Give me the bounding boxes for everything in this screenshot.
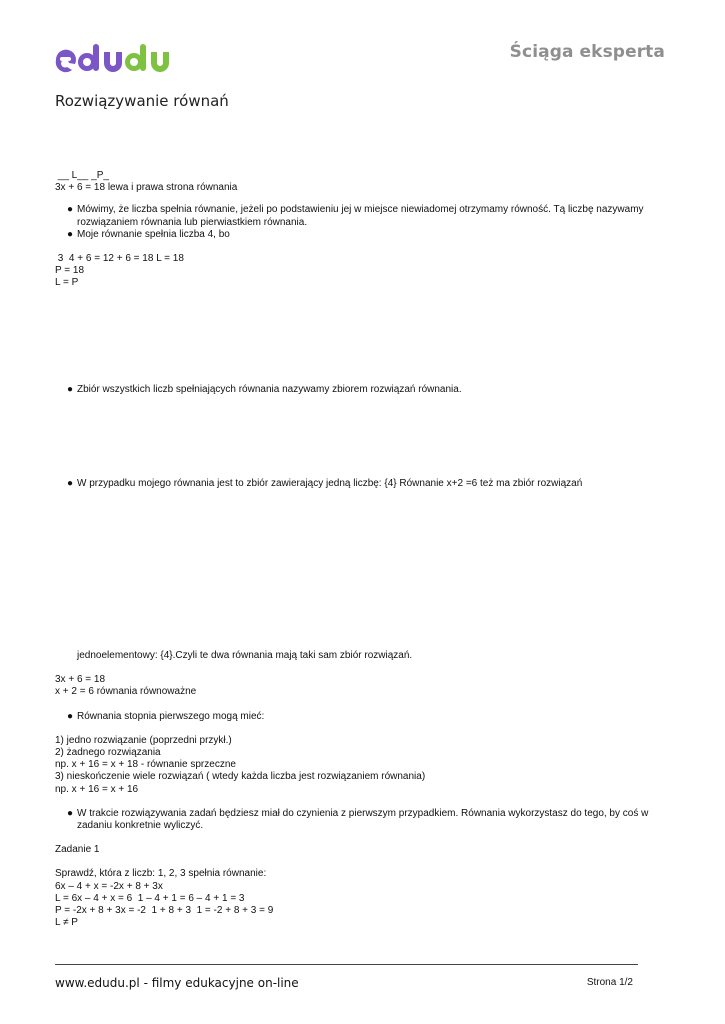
- text-line: P = -2x + 8 + 3x = -2 1 + 8 + 3 1 = -2 + 8 + 3 = 9: [55, 905, 274, 917]
- list-item: [67, 204, 655, 228]
- text-line: L = 6x – 4 + x = 6 1 – 4 + 1 = 6 – 4 + 1 = 3: [55, 892, 245, 904]
- text-line: np. x + 16 = x + 18 - równanie sprzeczne: [55, 759, 236, 771]
- text-line: 3) nieskończenie wiele rozwiązań ( wtedy każda liczba jest rozwiązaniem równania): [55, 771, 426, 783]
- list-item: [67, 711, 655, 723]
- bullet-icon: ●: [67, 204, 74, 216]
- list-item-text: Moje równanie spełnia liczba 4, bo: [77, 228, 230, 240]
- text-line: L ≠ P: [55, 917, 78, 929]
- list-item-text: Równania stopnia pierwszego mogą mieć:: [77, 710, 265, 722]
- edudu-logo[interactable]: [52, 34, 192, 78]
- header-tagline: Ściąga eksperta: [509, 42, 665, 62]
- list-item-text: W trakcie rozwiązywania zadań będziesz miał do czynienia z pierwszym przypadkiem. Równania wykorzystasz do tego, by coś w zadaniu konkretnie wyliczyć.: [77, 807, 649, 832]
- text-line: jednoelementowy: {4}.Czyli te dwa równania mają taki sam zbiór rozwiązań.: [77, 650, 413, 662]
- text-line: np. x + 16 = x + 16: [55, 783, 139, 795]
- text-line: 3 4 + 6 = 12 + 6 = 18 L = 18: [55, 253, 184, 265]
- text-line: Sprawdź, która z liczb: 1, 2, 3 spełnia równanie:: [55, 868, 267, 880]
- page-title: Rozwiązywanie równań: [55, 92, 229, 110]
- footer-divider: [55, 964, 638, 965]
- list-item: [67, 384, 655, 396]
- edudu-logo-wordmark: [52, 36, 172, 76]
- list-item-text: Mówimy, że liczba spełnia równanie, jeżeli po podstawieniu jej w miejsce niewiadomej otrzymamy równość. Tą liczbę nazywamy rozwiązaniem równania lub pierwiastkiem równania.: [77, 204, 644, 228]
- task-heading: Zadanie 1: [55, 844, 100, 856]
- list-item-text: Zbiór wszystkich liczb spełniających równania nazywamy zbiorem rozwiązań równania.: [77, 383, 462, 395]
- bullet-icon: ●: [67, 477, 74, 489]
- text-line: 2) żadnego rozwiązania: [55, 747, 161, 759]
- text-line: 3x + 6 = 18: [55, 674, 106, 686]
- list-item: [67, 229, 655, 241]
- list-item: [67, 478, 655, 490]
- bullet-icon: ●: [67, 228, 74, 240]
- footer-site-link[interactable]: www.edudu.pl - filmy edukacyjne on-line: [55, 976, 299, 990]
- text-line: x + 2 = 6 równania równoważne: [55, 686, 197, 698]
- document-body: [55, 170, 655, 929]
- list-item: [67, 808, 655, 832]
- text-line: 6x – 4 + x = -2x + 8 + 3x: [55, 880, 163, 892]
- text-line: L = P: [55, 277, 79, 289]
- list-item-text: W przypadku mojego równania jest to zbiór zawierający jedną liczbę: {4} Równanie x+2 =6 też ma zbiór rozwiązań: [77, 477, 583, 489]
- bullet-icon: ●: [67, 710, 74, 722]
- page-number: Strona 1/2: [586, 977, 633, 988]
- equation-sides-line: 3x + 6 = 18 lewa i prawa strona równania: [55, 182, 238, 194]
- equation-parts-line: __ L__ _P_: [55, 170, 109, 181]
- bullet-icon: ●: [67, 383, 74, 395]
- text-line: 1) jedno rozwiązanie (poprzedni przykł.): [55, 734, 232, 746]
- text-line: P = 18: [55, 265, 85, 277]
- bullet-icon: ●: [67, 807, 74, 819]
- page-header: [0, 0, 725, 90]
